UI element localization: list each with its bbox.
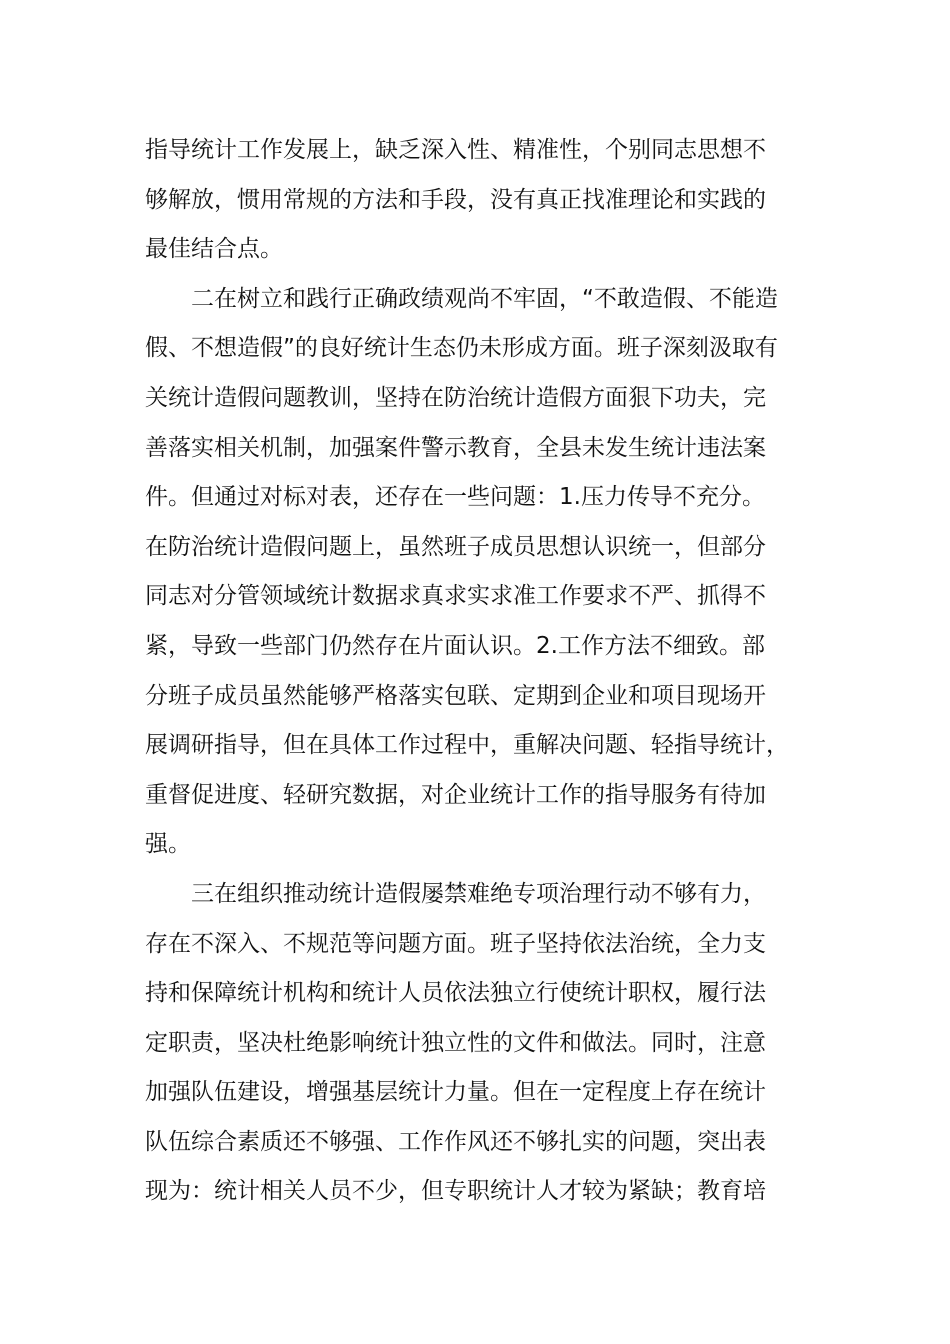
text-line-9: 在防治统计造假问题上，虽然班子成员思想认识统一，但部分 [145, 533, 766, 560]
text-line-22: 现为：统计相关人员不少，但专职统计人才较为紧缺；教育培 [145, 1178, 766, 1205]
text-line-11: 紧，导致一些部门仍然存在片面认识。2.工作方法不细致。部 [145, 632, 765, 659]
text-line-6: 关统计造假问题教训，坚持在防治统计造假方面狠下功夫，完 [145, 384, 766, 411]
text-line-12: 分班子成员虽然能够严格落实包联、定期到企业和项目现场开 [145, 682, 766, 709]
text-line-2: 够解放，惯用常规的方法和手段，没有真正找准理论和实践的 [145, 186, 766, 213]
text-line-10: 同志对分管领域统计数据求真求实求准工作要求不严、抓得不 [145, 583, 766, 610]
text-line-3: 最佳结合点。 [145, 236, 283, 263]
text-line-5: 假、不想造假”的良好统计生态仍未形成方面。班子深刻汲取有 [145, 335, 778, 362]
paragraph-3-start: 三在组织推动统计造假屡禁难绝专项治理行动不够有力， [191, 880, 766, 907]
text-line-13: 展调研指导，但在具体工作过程中，重解决问题、轻指导统计， [145, 732, 789, 759]
text-line-14: 重督促进度、轻研究数据，对企业统计工作的指导服务有待加 [145, 781, 766, 808]
text-line-17: 存在不深入、不规范等问题方面。班子坚持依法治统，全力支 [145, 930, 766, 957]
text-line-20: 加强队伍建设，增强基层统计力量。但在一定程度上存在统计 [145, 1079, 766, 1106]
document-body [145, 126, 791, 1217]
text-line-7: 善落实相关机制，加强案件警示教育，全县未发生统计违法案 [145, 434, 766, 461]
text-line-8: 件。但通过对标对表，还存在一些问题：1.压力传导不充分。 [145, 484, 765, 511]
text-line-19: 定职责，坚决杜绝影响统计独立性的文件和做法。同时，注意 [145, 1029, 766, 1056]
paragraph-2-start: 二在树立和践行正确政绩观尚不牢固，“不敢造假、不能造 [191, 285, 778, 312]
text-line-18: 持和保障统计机构和统计人员依法独立行使统计职权，履行法 [145, 980, 766, 1007]
text-line-15: 强。 [145, 831, 191, 858]
text-line-1: 指导统计工作发展上，缺乏深入性、精准性，个别同志思想不 [145, 137, 766, 163]
text-line-21: 队伍综合素质还不够强、工作作风还不够扎实的问题，突出表 [145, 1128, 766, 1155]
